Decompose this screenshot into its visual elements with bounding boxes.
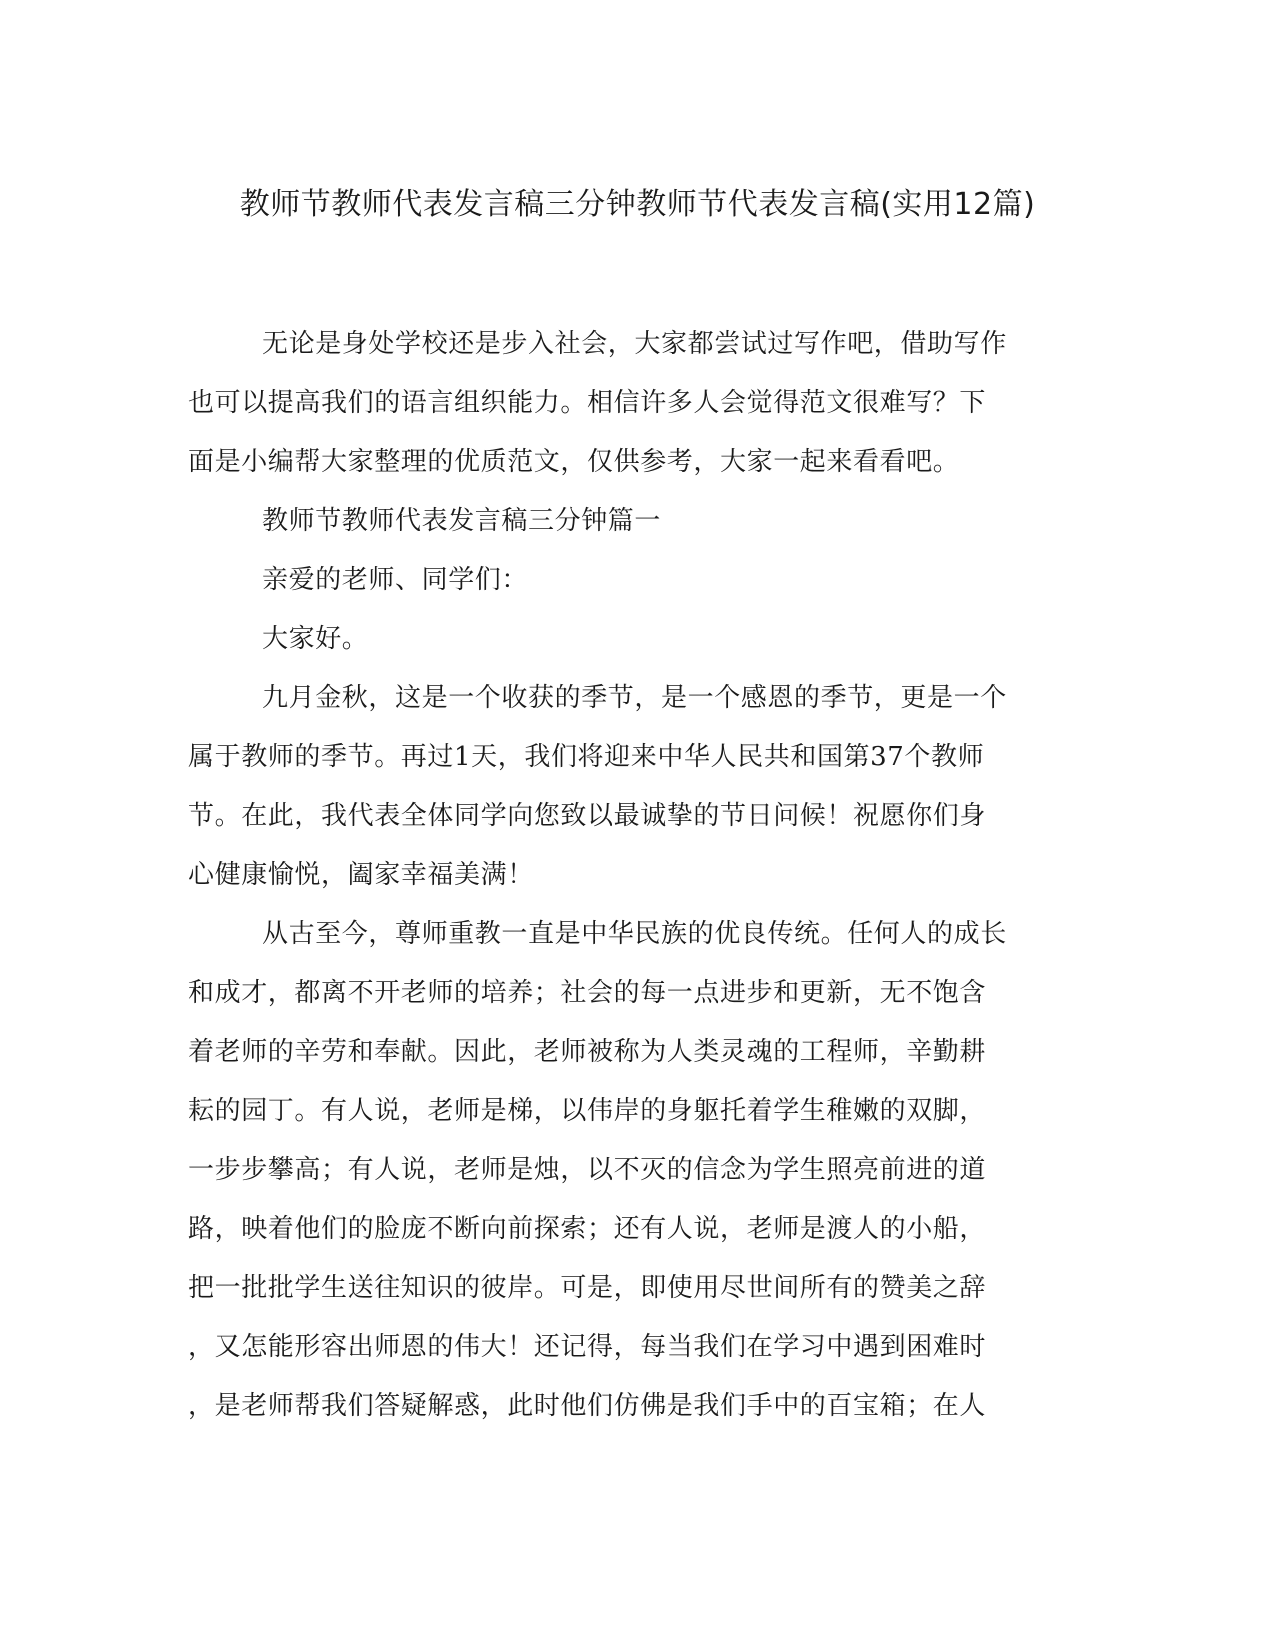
greeting-line: 大家好。 bbox=[262, 624, 369, 654]
paragraph-line: 耘的园丁。有人说，老师是梯，以伟岸的身躯托着学生稚嫩的双脚， bbox=[188, 1096, 987, 1126]
paragraph-line: 一步步攀高；有人说，老师是烛，以不灭的信念为学生照亮前进的道 bbox=[188, 1155, 987, 1185]
paragraph-line: 无论是身处学校还是步入社会，大家都尝试过写作吧，借助写作 bbox=[262, 329, 1007, 359]
paragraph-line: ，又怎能形容出师恩的伟大！还记得，每当我们在学习中遇到困难时 bbox=[188, 1332, 987, 1362]
paragraph-line: 面是小编帮大家整理的优质范文，仅供参考，大家一起来看看吧。 bbox=[188, 447, 960, 477]
paragraph-line: 九月金秋，这是一个收获的季节，是一个感恩的季节，更是一个 bbox=[262, 683, 1007, 713]
paragraph-line: 属于教师的季节。再过1天，我们将迎来中华人民共和国第37个教师 bbox=[188, 742, 985, 772]
section-heading: 教师节教师代表发言稿三分钟篇一 bbox=[262, 506, 662, 536]
paragraph-line: 和成才，都离不开老师的培养；社会的每一点进步和更新，无不饱含 bbox=[188, 978, 987, 1008]
paragraph-line: 节。在此，我代表全体同学向您致以最诚挚的节日问候！祝愿你们身 bbox=[188, 801, 987, 831]
paragraph-line: 路，映着他们的脸庞不断向前探索；还有人说，老师是渡人的小船， bbox=[188, 1214, 987, 1244]
salutation-line: 亲爱的老师、同学们： bbox=[262, 565, 529, 595]
paragraph-line: 着老师的辛劳和奉献。因此，老师被称为人类灵魂的工程师，辛勤耕 bbox=[188, 1037, 987, 1067]
paragraph-line: 从古至今，尊师重教一直是中华民族的优良传统。任何人的成长 bbox=[262, 919, 1007, 949]
paragraph-line: ，是老师帮我们答疑解惑，此时他们仿佛是我们手中的百宝箱；在人 bbox=[188, 1391, 987, 1421]
paragraph-line: 把一批批学生送往知识的彼岸。可是，即使用尽世间所有的赞美之辞 bbox=[188, 1273, 987, 1303]
paragraph-line: 心健康愉悦，阖家幸福美满！ bbox=[188, 860, 534, 890]
paragraph-line: 也可以提高我们的语言组织能力。相信许多人会觉得范文很难写？下 bbox=[188, 388, 987, 418]
document-title: 教师节教师代表发言稿三分钟教师节代表发言稿(实用12篇) bbox=[239, 187, 1036, 222]
